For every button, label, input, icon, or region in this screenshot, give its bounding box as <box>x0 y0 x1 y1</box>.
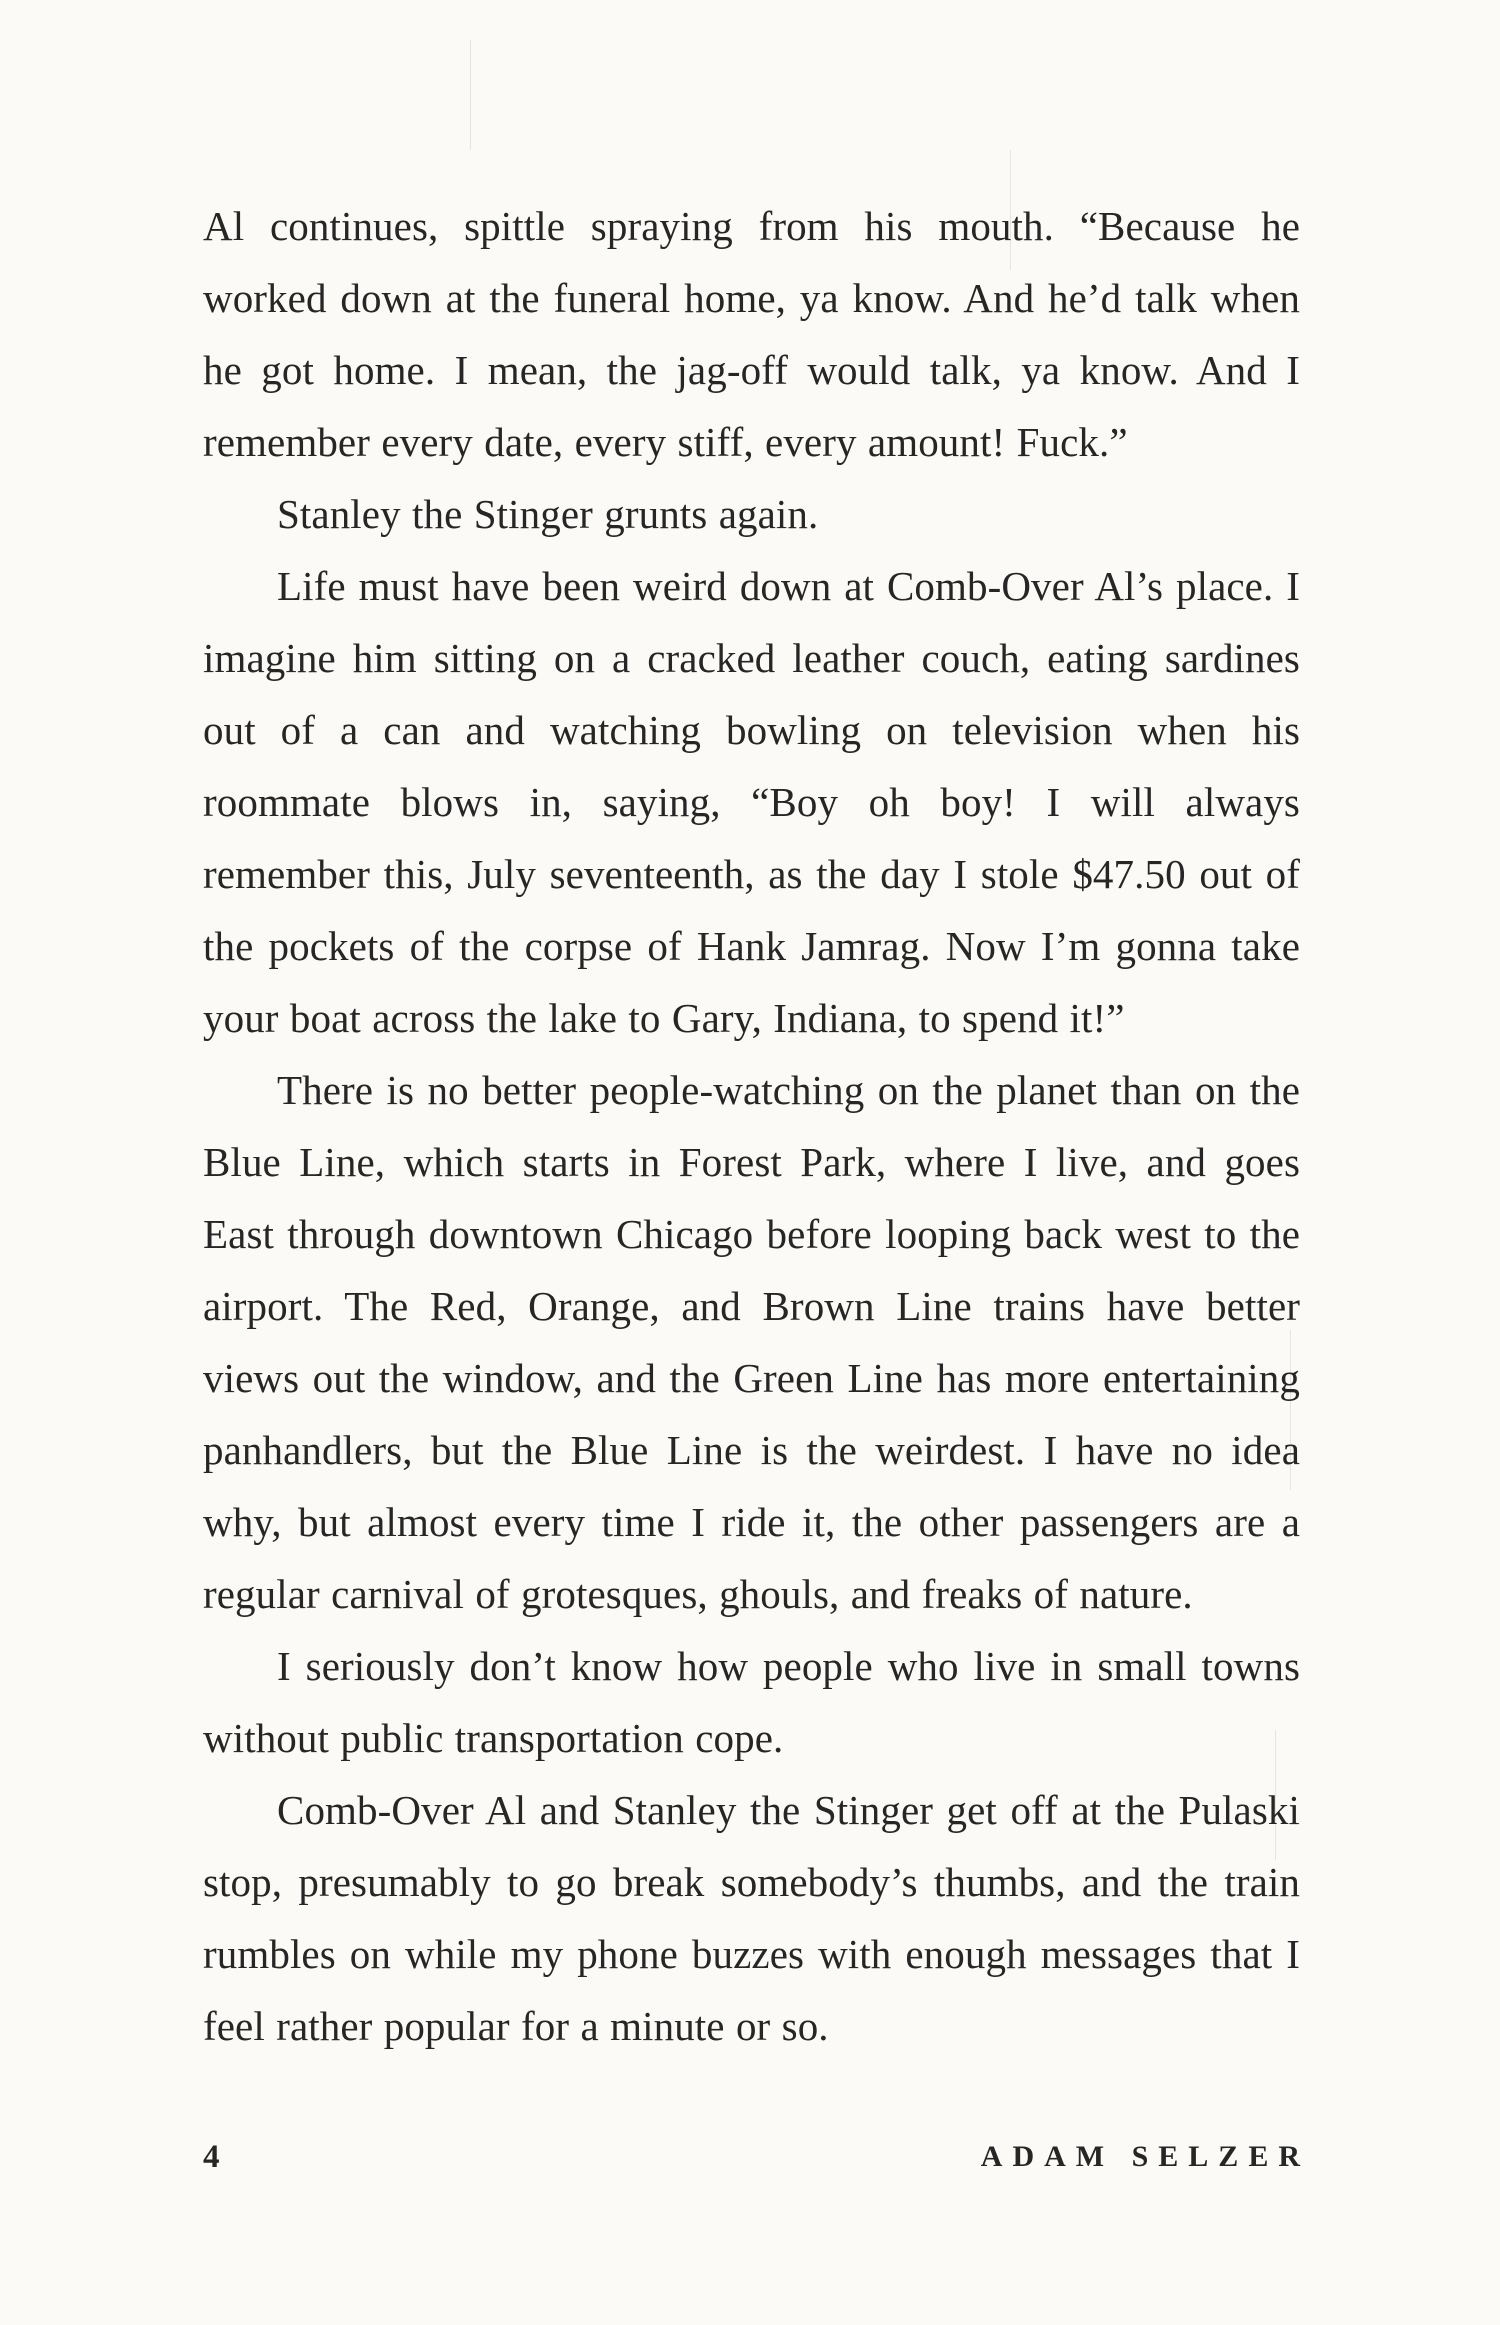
running-author: ADAM SELZER <box>980 2140 1310 2173</box>
paragraph: I seriously don’t know how people who live in small towns without public transportation cope. <box>203 1643 1300 1761</box>
paragraph: Life must have been weird down at Comb-Over Al’s place. I imagine him sitting on a cracked leather couch, eating sardines out of a can and watching bowling on television when his roommate blows in, saying, “Boy oh boy! I will always remember this, July seventeenth, as the day I stole $47.50 out of the pockets of the corpse of Hank Jamrag. Now I’m gonna take your boat across the lake to Gary, Indiana, to spend it!” <box>203 563 1300 1041</box>
paragraph: Comb-Over Al and Stanley the Stinger get off at the Pulaski stop, presumably to go break somebody’s thumbs, and the train rumbles on while my phone buzzes with enough messages that I feel rather popular for a minute or so. <box>203 1787 1300 2049</box>
scan-artifact <box>470 40 471 150</box>
paragraph: Al continues, spittle spraying from his mouth. “Because he worked down at the funeral home, ya know. And he’d talk when he got home. I mean, the jag-off would talk, ya know. And I remember every date, every stiff, every amount! Fuck.” <box>203 203 1300 465</box>
paragraph: There is no better people-watching on the planet than on the Blue Line, which starts in Forest Park, where I live, and goes East through downtown Chicago before looping back west to the airport. The Red, Orange, and Brown Line trains have better views out the window, and the Green Line has more entertaining panhandlers, but the Blue Line is the weirdest. I have no idea why, but almost every time I ride it, the other passengers are a regular carnival of grotesques, ghouls, and freaks of nature. <box>203 1067 1300 1617</box>
page-footer <box>203 2132 1310 2182</box>
paragraph: Stanley the Stinger grunts again. <box>277 491 819 537</box>
page-number: 4 <box>203 2139 220 2175</box>
body-text <box>203 190 1300 2062</box>
